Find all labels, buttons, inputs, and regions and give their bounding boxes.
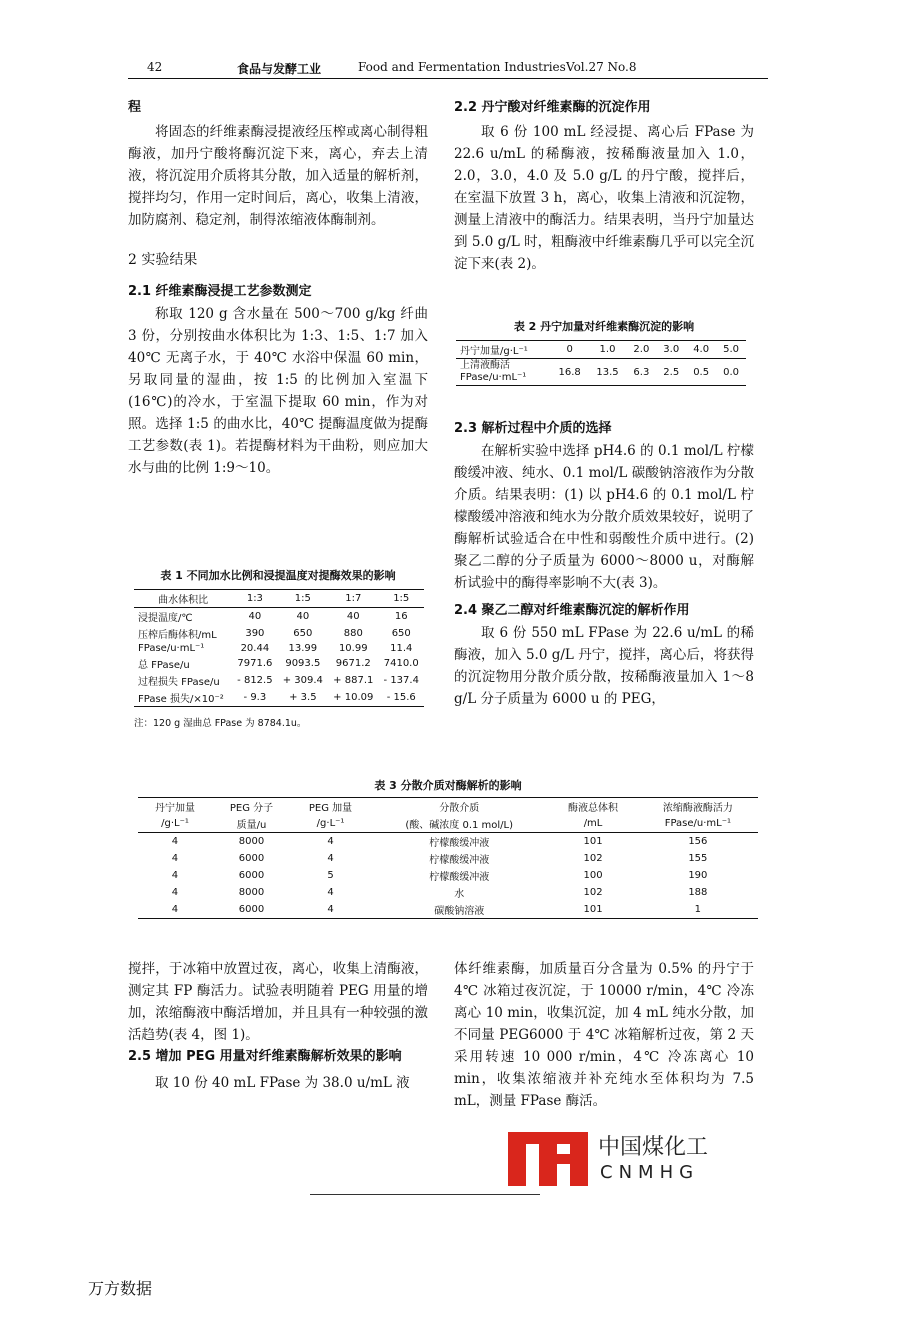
table-header-cell: /mL [583, 818, 603, 829]
table-cell: 8000 [238, 836, 265, 847]
table-cell: + 309.4 [282, 675, 323, 686]
subsection-heading: 2.5 增加 PEG 用量对纤维素酶解析效果的影响 [128, 1049, 402, 1064]
subsection-heading: 2.2 丹宁酸对纤维素酶的沉淀作用 [454, 100, 651, 115]
table-row [138, 901, 758, 919]
table-header-row [134, 590, 424, 608]
table-header-cell: /g·L⁻¹ [161, 818, 189, 829]
table-cell: 4 [171, 887, 179, 898]
table-cell: 7410.0 [383, 658, 419, 669]
paragraph: 取 6 份 100 mL 经浸提、离心后 FPase 为 22.6 u/mL 的稀酶液，按稀酶液量加入 1.0，2.0，3.0，4.0 及 5.0 g/L 的丹宁酸，搅拌后，在室温下放置 3 h，离心，收集上清液和沉淀物，测量上清液中的酶活力。结果表明，当丹宁加量达到 5.0 g/L 时，粗酶液中纤维素酶几乎可以完全沉淀下来(表 2)。 [454, 124, 754, 272]
table-cell [456, 359, 551, 386]
table-cell: 40 [346, 611, 360, 622]
table-row [138, 884, 758, 901]
table-row [134, 689, 424, 707]
table-header-cell: 浓缩酶液酶活力 [662, 803, 733, 814]
table-header-cell: 1:3 [246, 593, 263, 604]
table-header-cell: 分散介质 [439, 803, 480, 814]
table-cell: - 137.4 [383, 675, 419, 686]
section-heading: 2 实验结果 [128, 252, 198, 268]
table-row [138, 833, 758, 851]
table-header-cell: 3.0 [663, 344, 680, 355]
table-row [134, 642, 424, 655]
table-cell: 总 FPase/u [138, 660, 190, 671]
table-cell: 8000 [238, 887, 265, 898]
table-header-cell: 5.0 [723, 344, 739, 355]
continued-heading: 程 [128, 100, 142, 115]
table-cell: 9671.2 [335, 658, 371, 669]
logo-text-en: CNMHG [600, 1162, 700, 1183]
subsection-heading: 2.1 纤维素酶浸提工艺参数测定 [128, 284, 312, 299]
table-cell: 16.8 [558, 366, 581, 378]
paragraph: 取 10 份 40 mL FPase 为 38.0 u/mL 液 [155, 1075, 410, 1091]
table-cell: 650 [391, 628, 411, 639]
table-cell: 柠檬酸缓冲液 [429, 872, 490, 883]
table-cell: 碳酸钠溶液 [434, 906, 485, 917]
table-cell: 102 [583, 887, 603, 898]
table-header-cell: 1:5 [294, 593, 311, 604]
table-2-grid [456, 340, 746, 386]
table-cell: - 9.3 [243, 692, 267, 703]
paragraph: 搅拌，于冰箱中放置过夜，离心，收集上清酶液，测定其 FP 酶活力。试验表明随着 PEG 用量的增加，浓缩酶液中酶活增加，并且具有一种较强的激活趋势(表 4，图 1)。 [128, 961, 428, 1043]
table-cell: 102 [583, 853, 603, 864]
table-header-row [138, 798, 758, 816]
bottom-rule [310, 1194, 540, 1195]
table-cell: 11.4 [390, 643, 413, 654]
table-cell: + 3.5 [289, 692, 317, 703]
volume-issue: Vol.27 No.8 [566, 60, 637, 74]
table-row [134, 625, 424, 642]
table-cell: 10.99 [338, 643, 368, 654]
table-header-cell: /g·L⁻¹ [316, 818, 345, 829]
table-header-cell: 丹宁加量 [154, 803, 195, 814]
table-cell: 1 [694, 904, 702, 915]
journal-title-cn: 食品与发酵工业 [237, 62, 322, 76]
subsection-heading: 2.4 聚乙二醇对纤维素酶沉淀的解析作用 [454, 603, 690, 618]
table-header-row [456, 341, 746, 359]
table-caption: 表 2 丹宁加量对纤维素酶沉淀的影响 [513, 320, 695, 333]
table-caption: 表 3 分散介质对酶解析的影响 [374, 779, 522, 792]
table-row [134, 608, 424, 626]
table-cell: 155 [688, 853, 708, 864]
table-cell: 20.44 [240, 643, 270, 654]
table-row [138, 850, 758, 867]
table-cell: FPase/u·mL⁻¹ [138, 643, 205, 654]
table-cell: 13.99 [288, 643, 318, 654]
table-header-cell: 1:7 [345, 593, 362, 604]
table-cell: - 15.6 [386, 692, 416, 703]
table-cell: 4 [327, 836, 334, 847]
table-header-cell: FPase/u·mL⁻¹ [664, 818, 732, 829]
table-cell: 7971.6 [237, 658, 273, 669]
table-cell: 4 [171, 853, 179, 864]
table-cell: 13.5 [596, 366, 619, 378]
logo-mark-bar [539, 1132, 557, 1186]
table-header-cell: 1.0 [599, 344, 616, 355]
table-cell: 4 [327, 887, 334, 898]
table-cell: 4 [171, 904, 179, 915]
table-row [134, 655, 424, 672]
table-header-cell: 4.0 [693, 344, 710, 355]
journal-title-en: Food and Fermentation Industries [358, 60, 566, 74]
table-row [456, 359, 746, 386]
table-cell: 4 [327, 904, 334, 915]
table-cell: + 887.1 [333, 675, 374, 686]
table-header-cell: 0 [566, 344, 573, 355]
paragraph: 称取 120 g 含水量在 500～700 g/kg 纤曲 3 份，分别按曲水体积比为 1:3、1:5、1:7 加入 40℃ 无离子水，于 40℃ 水浴中保温 60 min，另取同量的湿曲，按 1:5 的比例加入室温下(16℃)的冷水，于室温下提取 60 min，作为对照。选择 1:5 的曲水比，40℃ 提酶温度做为提酶工艺参数(表 1)。若提酶材料为干曲粉，则应加大水与曲的比例 1:9～10。 [128, 306, 428, 476]
table-cell: 4 [327, 853, 334, 864]
table-cell: 柠檬酸缓冲液 [429, 855, 490, 866]
table-cell: 101 [583, 904, 603, 915]
table-cell: 6000 [238, 904, 265, 915]
table-cell: 水 [454, 889, 465, 900]
right-column [454, 97, 754, 275]
table-cell: 5 [327, 870, 334, 881]
table-cell: 0.5 [693, 366, 710, 378]
cnmhg-logo [508, 1128, 718, 1190]
table-header-cell: 2.0 [633, 344, 650, 355]
table-cell: 101 [583, 836, 603, 847]
table-cell: 0.0 [723, 366, 739, 378]
paragraph: 体纤维素酶，加质量百分含量为 0.5% 的丹宁于 4℃ 冰箱过夜沉淀，于 10000 r/min，4℃ 冷冻离心 10 min，收集沉淀，加 4 mL 纯水分散，加不同量 PEG6000 于 4℃ 冰箱解析过夜，第 2 天采用转速 10 000 r/min，4℃ 冷冻离心 10 min，收集浓缩液并补充纯水至体积均为 7.5 mL，测量 FPase 酶活。 [454, 961, 754, 1109]
table-header-cell: (酸、碱浓度 0.1 mol/L) [405, 820, 514, 831]
logo-mark-bar [557, 1154, 570, 1164]
table-cell: 浸提温度/℃ [138, 613, 193, 624]
table-cell: 6.3 [633, 366, 650, 378]
footer-source: 万方数据 [88, 1279, 153, 1298]
table-2 [454, 318, 754, 386]
table-3 [128, 777, 768, 919]
table-header-cell: 酶液总体积 [568, 803, 619, 814]
table-caption: 表 1 不同加水比例和浸提温度对提酶效果的影响 [160, 569, 396, 582]
table-cell: - 812.5 [237, 675, 273, 686]
table-header-cell: 质量/u [236, 820, 267, 831]
table-header-cell: PEG 分子 [229, 803, 274, 814]
table-cell: 650 [293, 628, 313, 639]
bottom-right-column [454, 958, 754, 1112]
row-label-line: FPase/u·mL⁻¹ [460, 372, 527, 383]
table-cell: 6000 [238, 853, 265, 864]
table-cell: 40 [248, 611, 262, 622]
left-column [128, 97, 428, 479]
table-cell: 柠檬酸缓冲液 [429, 838, 490, 849]
table-3-grid [138, 797, 758, 919]
table-cell: 156 [688, 836, 708, 847]
paragraph: 在解析实验中选择 pH4.6 的 0.1 mol/L 柠檬酸缓冲液、纯水、0.1 mol/L 碳酸钠溶液作为分散介质。结果表明：(1) 以 pH4.6 的 0.1 mol/L 柠檬酸缓冲溶液和纯水为分散介质效果较好，说明了酶解析试验适合在中性和弱酸性介质中进行。(2) 聚乙二醇的分子质量为 6000～8000 u，对酶解析试验中的酶得率影响不大(表 3)。 [454, 443, 754, 591]
table-cell: 2.5 [663, 366, 680, 378]
table-header-row [138, 815, 758, 833]
table-1-grid [134, 589, 424, 707]
table-cell: 390 [245, 628, 265, 639]
logo-mark-bar [570, 1132, 588, 1186]
table-cell: 4 [171, 870, 179, 881]
table-cell: 压榨后酶体积/mL [138, 630, 217, 641]
table-cell: + 10.09 [333, 692, 374, 703]
table-cell: 40 [296, 611, 310, 622]
paragraph: 将固态的纤维素酶浸提液经压榨或离心制得粗酶液，加丹宁酸将酶沉淀下来，离心，弃去上清液，将沉淀用介质将其分散，加入适量的解析剂，搅拌均匀，作用一定时间后，离心，收集上清液，加防腐剂、稳定剂，制得浓缩液体酶制剂。 [128, 124, 428, 228]
table-cell: 16 [394, 611, 408, 622]
row-label-line: 上清液酶活 [460, 360, 510, 371]
bottom-left-column [128, 958, 428, 1094]
table-note: 注：120 g 湿曲总 FPase 为 8784.1u。 [134, 718, 307, 729]
table-header-cell: PEG 加量 [308, 803, 353, 814]
subsection-heading: 2.3 解析过程中介质的选择 [454, 421, 612, 436]
logo-text-cn: 中国煤化工 [598, 1135, 709, 1160]
table-cell: 6000 [238, 870, 265, 881]
table-header-cell: 丹宁加量/g·L⁻¹ [460, 346, 528, 357]
table-header-cell: 1:5 [393, 593, 410, 604]
table-header-cell: 曲水体积比 [158, 595, 209, 606]
table-row [138, 867, 758, 884]
table-cell: 过程损失 FPase/u [138, 677, 220, 688]
table-1 [128, 567, 428, 729]
page-number: 42 [147, 60, 163, 74]
table-row [134, 672, 424, 689]
table-cell: 188 [688, 887, 708, 898]
paragraph: 取 6 份 550 mL FPase 为 22.6 u/mL 的稀酶液，加入 5.0 g/L 丹宁，搅拌，离心后，将获得的沉淀物用分散介质分散，按稀酶液量加入 1～8 g/L 分子质量为 6000 u 的 PEG， [454, 625, 754, 707]
header-rule [128, 78, 768, 79]
table-cell: 9093.5 [285, 658, 321, 669]
table-cell: FPase 损失/×10⁻² [138, 694, 224, 705]
table-cell: 4 [171, 836, 179, 847]
table-cell: 190 [688, 870, 708, 881]
table-cell: 880 [343, 628, 363, 639]
right-column-continued [454, 418, 754, 710]
table-cell: 100 [583, 870, 603, 881]
